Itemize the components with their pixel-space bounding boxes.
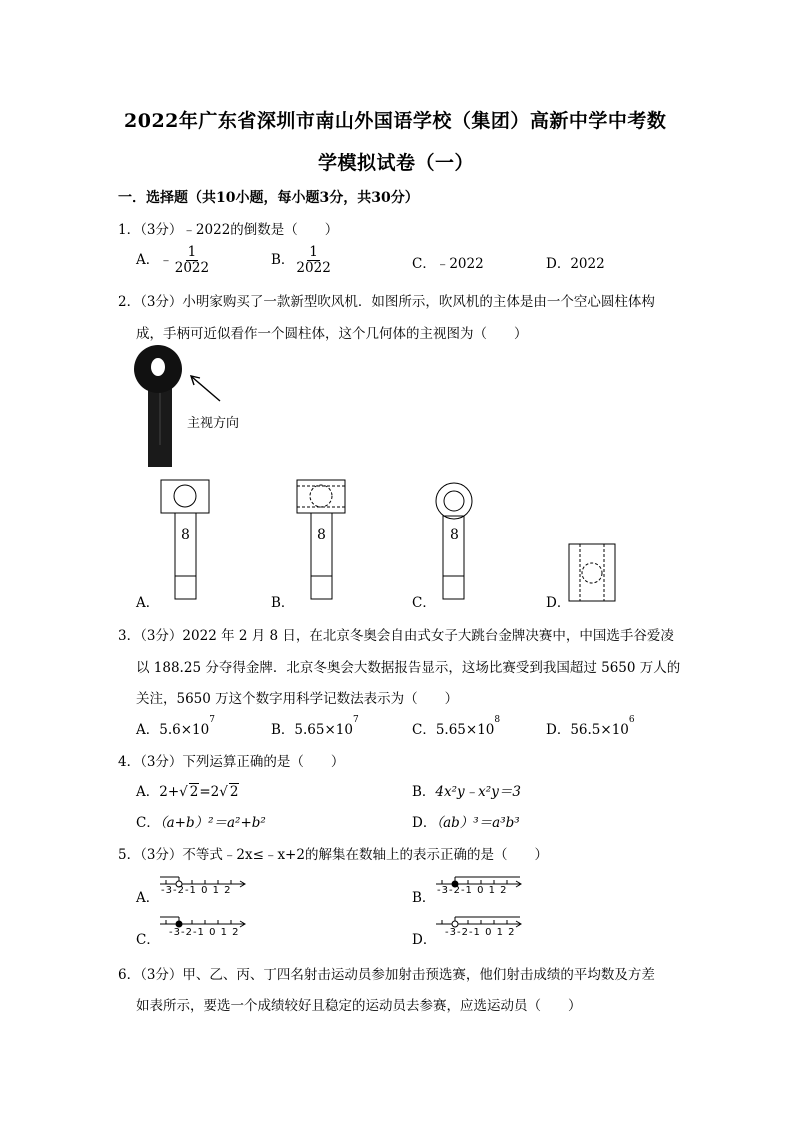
q3-option-b: [271, 715, 359, 738]
q1-a-den: 2022: [174, 260, 210, 276]
q2-view-b-digit: 8: [317, 527, 326, 543]
question-6-line1: 6．（3分）甲、乙、丙、丁四名射击运动员参加射击预选赛，他们射击成绩的平均数及方差: [118, 967, 655, 983]
q4-option-a: A．2+√ 2=2√ 2: [136, 784, 239, 800]
q4-d-label: D．: [412, 815, 437, 831]
q1-b-label: B．: [271, 252, 295, 268]
q1-b-den: 2022: [296, 260, 331, 276]
question-3-line3: 关注，5650 万这个数字用科学记数法表示为（ ）: [136, 691, 459, 707]
q4-option-b: [412, 780, 521, 800]
q4-c-text: （a+b）²＝a²+b²: [159, 815, 266, 831]
q3-option-c: [412, 715, 501, 738]
q4-c-label: C．: [136, 815, 160, 831]
q3-option-d: [546, 715, 635, 738]
q3-b-text: B．5.65×10: [271, 722, 353, 738]
q5-numberline-d-labels: -3-2-1 0 1 2: [445, 927, 516, 938]
q5-option-d-label: D．: [412, 932, 437, 948]
question-5-stem: 5．（3分）不等式﹣2x≤﹣x+2的解集在数轴上的表示正确的是（ ）: [118, 847, 548, 863]
question-3-line1: 3．（3分）2022 年 2 月 8 日，在北京冬奥会自由式女子大跳台金牌决赛中，中国选手谷爱凌: [118, 628, 674, 644]
q1-option-c: C．﹣2022: [412, 256, 484, 272]
q5-option-a-label: A．: [136, 890, 160, 906]
q4-a-radicand2: 2: [229, 784, 239, 800]
hair-dryer-photo: [134, 345, 264, 470]
q3-c-text: C．5.65×10: [412, 722, 495, 738]
q5-numberline-b-labels: -3-2-1 0 1 2: [437, 885, 508, 896]
q4-a-label: A．: [136, 784, 160, 800]
question-2-line2: 成，手柄可近似看作一个圆柱体，这个几何体的主视图为（ ）: [136, 326, 528, 342]
q5-numberline-c-labels: -3-2-1 0 1 2: [169, 927, 240, 938]
q4-a-text: 2+: [159, 784, 180, 800]
q4-option-c: [136, 811, 266, 831]
q3-option-a: [136, 715, 215, 738]
q3-b-exp: 7: [352, 715, 359, 725]
q1-a-fraction: [175, 245, 209, 276]
q3-d-text: D．56.5×10: [546, 722, 629, 738]
q1-option-d: D．2022: [546, 256, 605, 272]
q2-view-a-digit: 8: [181, 527, 190, 543]
q4-b-label: B．: [412, 784, 436, 800]
q2-option-c-label: C．: [412, 595, 436, 611]
q3-a-exp: 7: [209, 715, 215, 725]
question-6-line2: 如表所示，要选一个成绩较好且稳定的运动员去参赛，应选运动员（ ）: [136, 998, 582, 1014]
q2-option-b-label: B．: [271, 595, 295, 611]
q1-b-num: 1: [309, 244, 318, 260]
q5-numberline-a-labels: -3-2-1 0 1 2: [161, 885, 232, 896]
photo-caption: 主视方向: [187, 416, 240, 431]
page-title-line1: 2022年广东省深圳市南山外国语学校（集团）高新中学中考数: [124, 110, 667, 132]
q2-option-a-label: A．: [136, 595, 160, 611]
q4-option-d: [412, 811, 520, 831]
page-title-line2: 学模拟试卷（一）: [318, 152, 475, 174]
q2-option-d-label: D．: [546, 595, 571, 611]
question-2-line1: 2．（3分）小明家购买了一款新型吹风机．如图所示，吹风机的主体是由一个空心圆柱体构: [118, 294, 655, 310]
q5-option-b-label: B．: [412, 890, 436, 906]
question-1-stem: 1．（3分）﹣2022的倒数是（ ）: [118, 222, 339, 238]
section-heading: 一．选择题（共10小题，每小题3分，共30分）: [118, 190, 419, 206]
q1-a-num: 1: [187, 244, 197, 260]
q3-c-exp: 8: [494, 715, 501, 725]
q3-d-exp: 6: [628, 715, 635, 725]
q1-a-label: A．﹣: [136, 252, 173, 268]
question-3-line2: 以 188.25 分夺得金牌．北京冬奥会大数据报告显示，这场比赛受到我国超过 5650 万人的: [136, 660, 681, 676]
question-4-stem: 4．（3分）下列运算正确的是（ ）: [118, 754, 345, 770]
q4-a-eq: =2: [199, 784, 220, 800]
q5-option-c-label: C．: [136, 932, 160, 948]
q4-b-text: 4x²y﹣x²y＝3: [435, 784, 521, 800]
q1-option-b: [271, 245, 333, 276]
q1-option-a: [136, 245, 211, 276]
q4-d-text: （ab）³＝a³b³: [436, 815, 520, 831]
q3-a-text: A．5.6×10: [136, 722, 210, 738]
q1-b-fraction: [296, 245, 330, 276]
q4-a-radicand: 2: [189, 784, 199, 800]
q2-view-c-digit: 8: [450, 527, 459, 543]
q2-view-d: [568, 543, 618, 603]
